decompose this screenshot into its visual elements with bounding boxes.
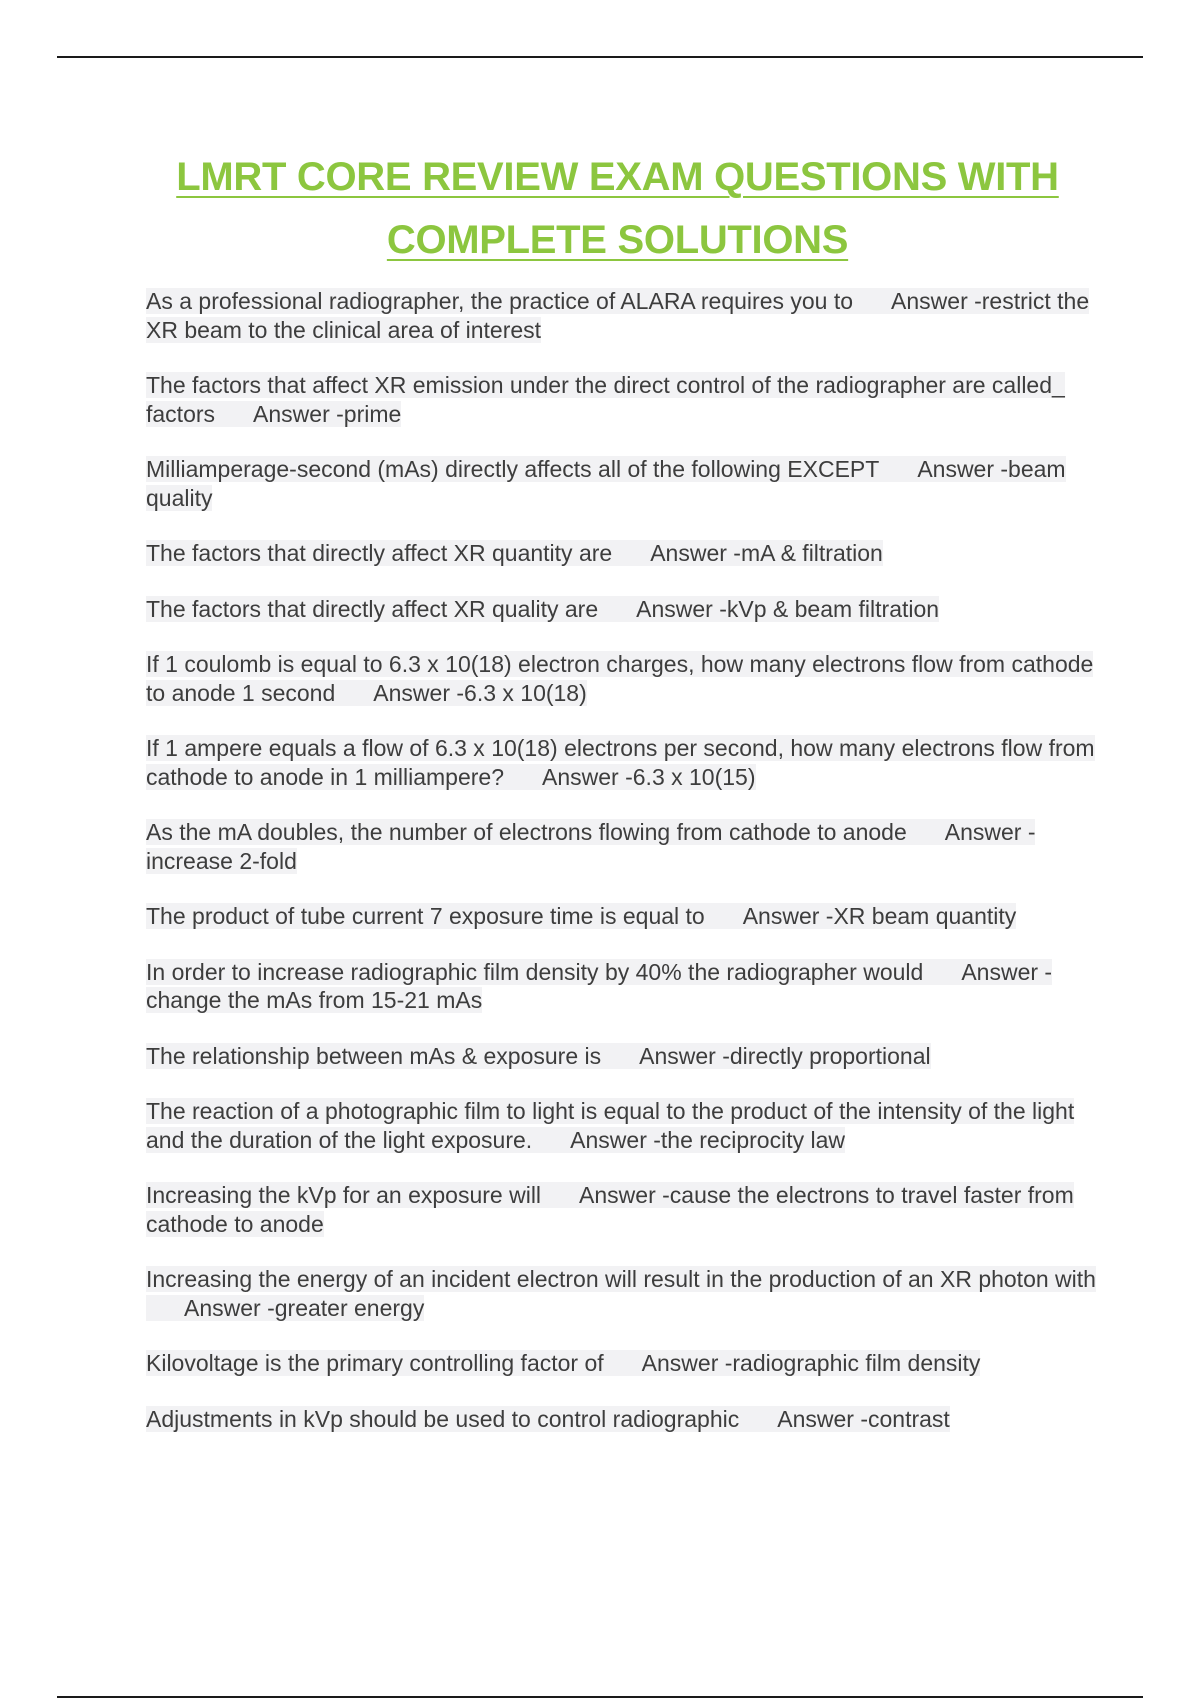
question-text: The reaction of a photographic film to light is equal to the product of the intensity of the light and the duration of the light exposure. <box>146 1098 1075 1153</box>
answer-text: Answer -XR beam quantity <box>742 903 1017 929</box>
answer-text: Answer -6.3 x 10(18) <box>373 679 587 706</box>
qa-item <box>146 1181 1096 1238</box>
question-text: As the mA doubles, the number of electrons flowing from cathode to anode <box>146 819 907 845</box>
answer-text: Answer -greater energy <box>184 1294 425 1321</box>
qa-item <box>146 1349 1096 1378</box>
question-text: If 1 ampere equals a flow of 6.3 x 10(18) electrons per second, how many electrons flow from cathode to anode in 1 milliampere? <box>146 735 1095 790</box>
question-text: If 1 coulomb is equal to 6.3 x 10(18) electron charges, how many electrons flow from cathode to anode 1 second <box>146 651 1094 706</box>
answer-text: Answer -prime <box>253 400 402 427</box>
question-text: Kilovoltage is the primary controlling factor of <box>146 1350 604 1376</box>
answer-text: Answer -increase 2-fold <box>146 819 1036 874</box>
qa-item <box>146 1265 1096 1322</box>
qa-item <box>146 455 1096 512</box>
question-text: The product of tube current 7 exposure time is equal to <box>146 903 705 929</box>
qa-item <box>146 818 1096 875</box>
question-text: As a professional radiographer, the practice of ALARA requires you to <box>146 288 854 314</box>
qa-item <box>146 371 1096 428</box>
question-text: Milliamperage-second (mAs) directly affects all of the following EXCEPT <box>146 456 880 482</box>
qa-item <box>146 902 1096 931</box>
qa-item <box>146 595 1096 624</box>
qa-item <box>146 539 1096 568</box>
answer-text: Answer -kVp & beam filtration <box>636 595 940 622</box>
answer-text: Answer -mA & filtration <box>650 540 883 566</box>
answer-text: Answer -directly proportional <box>639 1042 931 1069</box>
answer-text: Answer -change the mAs from 15-21 mAs <box>146 958 1053 1013</box>
question-text: The factors that directly affect XR quantity are <box>146 540 613 566</box>
qa-item <box>146 1405 1096 1434</box>
answer-text: Answer -cause the electrons to travel faster from cathode to anode <box>146 1182 1074 1237</box>
qa-item <box>146 287 1096 344</box>
top-rule <box>57 56 1143 58</box>
answer-text: Answer -contrast <box>777 1405 950 1432</box>
answer-text: Answer -restrict the XR beam to the clinical area of interest <box>146 288 1090 343</box>
document-title: LMRT CORE REVIEW EXAM QUESTIONS WITH COMPLETE SOLUTIONS <box>176 155 1059 262</box>
question-text: Adjustments in kVp should be used to control radiographic <box>146 1405 740 1432</box>
bottom-rule <box>57 1696 1143 1698</box>
question-text: The factors that affect XR emission under the direct control of the radiographer are called_ factors <box>146 372 1065 427</box>
qa-item <box>146 1042 1096 1071</box>
answer-text: Answer -radiographic film density <box>641 1350 981 1376</box>
question-text: Increasing the kVp for an exposure will <box>146 1182 542 1208</box>
qa-item <box>146 650 1096 707</box>
answer-text: Answer -6.3 x 10(15) <box>542 763 756 790</box>
qa-list <box>146 287 1096 1460</box>
qa-item <box>146 734 1096 791</box>
answer-text: Answer -the reciprocity law <box>570 1126 845 1153</box>
question-text: The relationship between mAs & exposure is <box>146 1042 602 1069</box>
question-text: The factors that directly affect XR quality are <box>146 595 599 622</box>
qa-item <box>146 1097 1096 1154</box>
question-text: Increasing the energy of an incident electron will result in the production of an XR photon with <box>146 1266 1096 1292</box>
question-text: In order to increase radiographic film density by 40% the radiographer would <box>146 958 924 985</box>
qa-item <box>146 958 1096 1015</box>
answer-text: Answer -beam quality <box>146 456 1066 511</box>
